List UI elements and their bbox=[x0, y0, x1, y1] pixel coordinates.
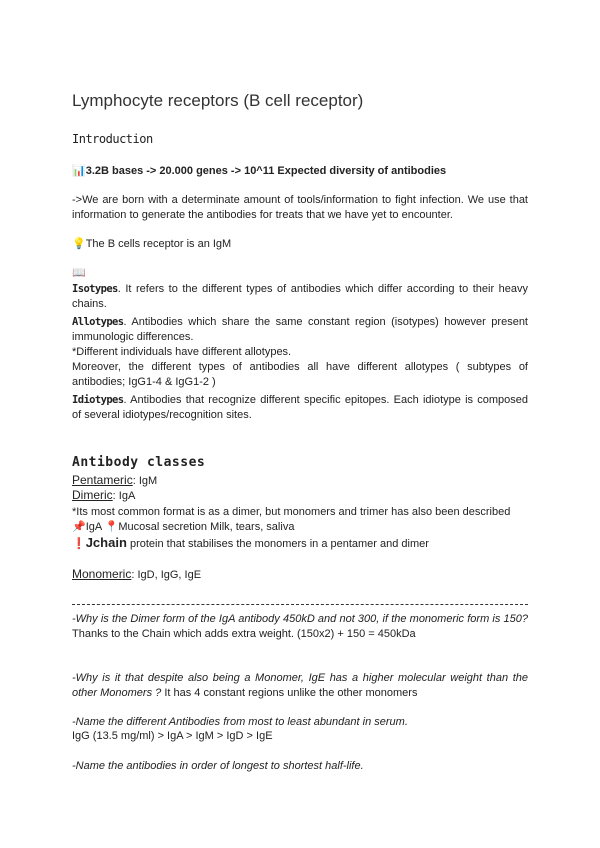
question-2 bbox=[72, 671, 528, 701]
iga-line bbox=[72, 520, 528, 535]
answer-1-text: Thanks to the Chain which adds extra weight. (150x2) + 150 = 450kDa bbox=[72, 628, 416, 640]
book-icon: 📖 bbox=[72, 267, 86, 279]
bcell-text: The B cells receptor is an IgM bbox=[85, 238, 232, 250]
monomeric-label: Monomeric bbox=[72, 567, 132, 581]
mucosal-text: Mucosal secretion Milk, tears, saliva bbox=[118, 521, 295, 533]
question-1-text: -Why is the Dimer form of the IgA antibody 450kD and not 300, if the monomeric form is 150? bbox=[72, 613, 528, 625]
pentameric-label: Pentameric bbox=[72, 473, 133, 487]
answer-3-text: IgG (13.5 mg/ml) > IgA > IgM > IgD > IgE bbox=[72, 730, 273, 742]
pentameric-line bbox=[72, 473, 528, 489]
allotypes-text: . Antibodies which share the same constant region (isotypes) however present immunologic differences. bbox=[72, 316, 528, 343]
jchain-text: protein that stabilises the monomers in a pentamer and dimer bbox=[126, 538, 429, 550]
intro-heading: Introduction bbox=[72, 132, 153, 146]
section-divider bbox=[72, 604, 528, 605]
isotypes-paragraph bbox=[72, 282, 528, 312]
location-pin-icon: 📍 bbox=[104, 521, 119, 533]
jchain-term: Jchain bbox=[85, 535, 127, 550]
bcell-line bbox=[72, 237, 528, 252]
page-title: Lymphocyte receptors (B cell receptor) bbox=[72, 91, 364, 110]
monomeric-line bbox=[72, 567, 528, 583]
dimeric-value: : IgA bbox=[112, 490, 136, 502]
bar-chart-icon: 📊 bbox=[72, 165, 86, 177]
question-4-text: -Name the antibodies in order of longest to shortest half-life. bbox=[72, 760, 364, 772]
jchain-line bbox=[72, 535, 528, 552]
exclamation-icon: ❗ bbox=[72, 538, 86, 550]
question-1 bbox=[72, 612, 528, 642]
born-paragraph: ->We are born with a determinate amount of tools/information to fight infection. We use that information to generate the antibodies for treats that we have yet to encounter. bbox=[72, 194, 528, 221]
classes-heading: Antibody classes bbox=[72, 455, 206, 470]
allotypes-term: Allotypes bbox=[72, 316, 124, 328]
allotypes-note: *Different individuals have different allotypes. bbox=[72, 346, 292, 358]
lightbulb-icon: 💡 bbox=[72, 238, 86, 250]
dimeric-label: Dimeric bbox=[72, 488, 113, 502]
idiotypes-term: Idiotypes bbox=[72, 394, 124, 406]
isotypes-text: . It refers to the different types of antibodies which differ according to their heavy chains. bbox=[72, 283, 528, 310]
pentameric-value: : IgM bbox=[132, 475, 158, 487]
answer-2-text: It has 4 constant regions unlike the other monomers bbox=[161, 687, 418, 699]
iga-label: IgA bbox=[85, 521, 102, 533]
question-3-text: -Name the different Antibodies from most to least abundant in serum. bbox=[72, 716, 408, 728]
allotypes-paragraph bbox=[72, 315, 528, 345]
stats-line bbox=[72, 164, 528, 179]
idiotypes-paragraph bbox=[72, 393, 528, 423]
dimer-note: *Its most common format is as a dimer, but monomers and trimer has also been described bbox=[72, 506, 511, 518]
isotypes-term: Isotypes bbox=[72, 283, 118, 295]
monomeric-value: : IgD, IgG, IgE bbox=[131, 569, 202, 581]
question-2-text: -Why is it that despite also being a Monomer, IgE has a higher molecular weight than the other Monomers ? bbox=[72, 672, 528, 699]
idiotypes-text: . Antibodies that recognize different specific epitopes. Each idiotype is composed of several idiotypes/recognition sites. bbox=[72, 394, 528, 421]
pushpin-icon: 📌 bbox=[72, 521, 86, 533]
book-line bbox=[72, 266, 528, 281]
dimeric-line bbox=[72, 488, 528, 504]
moreover-paragraph: Moreover, the different types of antibodies all have different allotypes ( subtypes of antibodies; IgG1-4 & IgG1-2 ) bbox=[72, 361, 528, 388]
stats-text: 3.2B bases -> 20.000 genes -> 10^11 Expected diversity of antibodies bbox=[85, 165, 447, 177]
